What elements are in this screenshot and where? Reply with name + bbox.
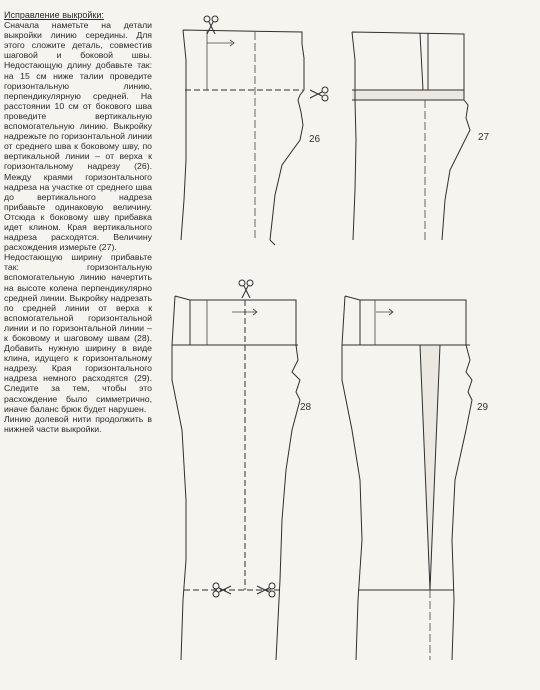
figure-29-number: 29 xyxy=(477,402,489,413)
figure-27-number: 27 xyxy=(478,132,490,143)
fig28-outline xyxy=(172,296,300,660)
fig27-added-length xyxy=(352,90,464,100)
scissors-icon xyxy=(310,87,328,101)
figure-26 xyxy=(181,16,328,245)
fig29-dimension-arrow xyxy=(376,309,393,315)
instructions-paragraph-2: Недостающую ширину прибавьте так: горизонтальную вспомогательную линию начертить на высоте колена перпендикулярно средней линии. Выкройку надрезать по средней линии от верха к вспомогательной горизонтальной линии и по горизонтальной линии – к боковому и шаговому швам (28). Добавить нужную ширину в виде клина, идущего к горизонтальному надрезу. Края горизонтального надреза немного расходятся (29). Следите за тем, чтобы это расхождение было симметрично, иначе баланс брюк будет нарушен. xyxy=(4,252,152,414)
fig27-vertical-cut xyxy=(420,33,428,90)
fig29-outline xyxy=(342,296,472,660)
instructions-heading: Исправление выкройки: xyxy=(4,10,104,20)
figure-29 xyxy=(342,296,489,660)
instructions-paragraph-3: Линию долевой нити продолжить в нижней части выкройки. xyxy=(4,413,152,434)
fig29-added-wedge xyxy=(420,345,440,590)
instructions-paragraph-1: Сначала наметьте на детали выкройки линию середины. Для этого сложите деталь, совместив шаговой и боковой швы. Недостающую длину добавьте так: на 15 см ниже талии проведите горизонтальную линию, перпендикулярную средней. На расстоянии 10 см от бокового шва проведите вертикальную вспомогательную линию. Выкройку надрежьте по горизонтальной линии от среднего шва к боковому шву, по вертикальной линии – от верха к горизонтальному надрезу (26). Между краями горизонтального надреза на участке от среднего шва до вертикального надреза прибавьте одинаковую величину. Отсюда к боковому шву прибавка идет клином. Края вертикального надреза расходятся. Величину расхождения измерьте (27). xyxy=(4,20,152,253)
figure-28 xyxy=(172,280,312,660)
figure-28-number: 28 xyxy=(300,402,312,413)
fig27-outline xyxy=(352,32,470,240)
figure-26-number: 26 xyxy=(309,134,321,145)
scissors-icon xyxy=(239,280,253,298)
figure-27 xyxy=(352,32,490,240)
fig26-dimension-arrow xyxy=(207,40,234,46)
fig26-outline xyxy=(181,30,304,245)
scissors-icon xyxy=(204,16,218,34)
